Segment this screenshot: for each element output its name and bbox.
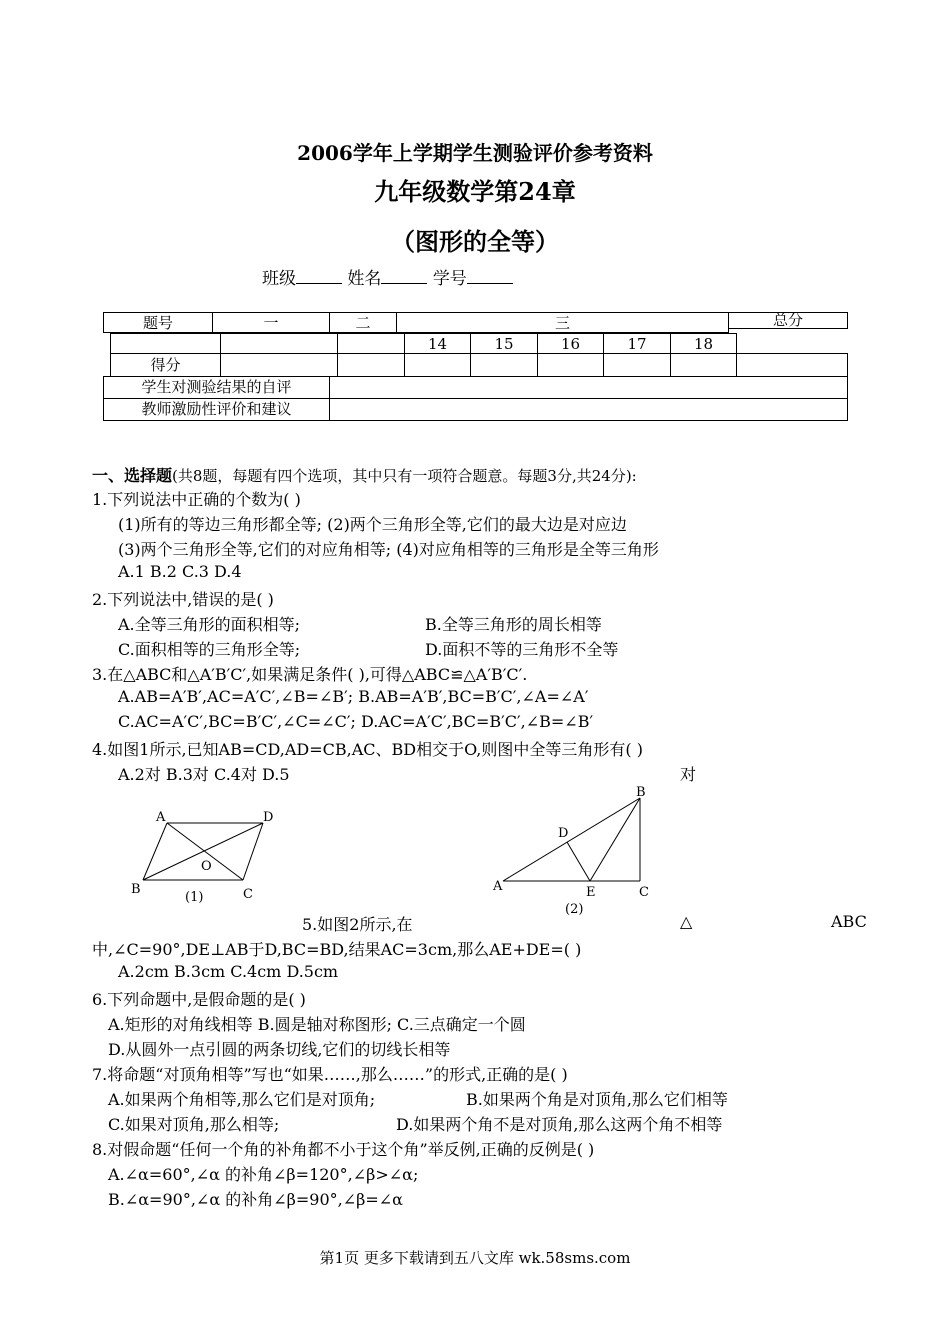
q2-stem: 2.下列说法中,错误的是( ) [92, 590, 274, 609]
q3-line1: A.AB=A′B′,AC=A′C′,∠B=∠B′; B.AB=A′B′,BC=B′C′,∠A=∠A′ [118, 687, 589, 706]
blank-cell [337, 333, 405, 354]
total-score-cell[interactable] [736, 353, 848, 377]
student-info [262, 264, 513, 289]
fig2-label-E: E [586, 885, 596, 900]
th-part1: 一 [212, 312, 330, 333]
q1-stem: 1.下列说法中正确的个数为( ) [92, 490, 301, 509]
q5-stem-part2: 中,∠C=90°,DE⊥AB于D,BC=BD,结果AC=3cm,那么AE+DE=( ) [92, 940, 582, 959]
fig1-segment-BA [143, 823, 167, 880]
teacher-eval-label: 教师激励性评价和建议 [103, 398, 330, 421]
self-eval-cell[interactable] [329, 376, 848, 399]
fig2-label-A: A [493, 879, 503, 894]
q7-option-a: A.如果两个角相等,那么它们是对顶角; [108, 1090, 376, 1109]
blank-cell [220, 333, 338, 354]
sub-18: 18 [670, 333, 737, 354]
th-part3: 三 [396, 312, 729, 333]
th-total: 总分 [728, 312, 848, 329]
q4-stem: 4.如图1所示,已知AB=CD,AD=CB,AC、BD相交于O,则图中全等三角形有( ) [92, 740, 643, 759]
self-eval-label: 学生对测验结果的自评 [103, 376, 330, 399]
q2-option-a: A.全等三角形的面积相等; [118, 615, 301, 634]
fig2-segment-EB [590, 798, 640, 881]
score-cell[interactable] [337, 353, 405, 377]
id-label: 学号 [432, 269, 467, 289]
q4-options: A.2对 B.3对 C.4对 D.5 [118, 765, 290, 784]
fig1-label-C: C [243, 887, 253, 902]
q7-option-d: D.如果两个角不是对顶角,那么这两个角不相等 [396, 1115, 723, 1134]
q4-dui: 对 [680, 765, 697, 784]
figure2 [485, 780, 665, 920]
fig1-label-B: B [131, 882, 141, 897]
q5-stem-part1: 5.如图2所示,在 [302, 915, 413, 934]
q8-option-a: A.∠α=60°,∠α 的补角∠β=120°,∠β>∠α; [108, 1165, 419, 1184]
q1-line1: (1)所有的等边三角形都全等; (2)两个三角形全等,它们的最大边是对应边 [118, 515, 627, 534]
q5-abc: ABC [831, 912, 867, 931]
section1-heading: 一、选择题 [92, 466, 173, 485]
score-cell[interactable] [537, 353, 604, 377]
name-blank[interactable] [381, 269, 427, 284]
blank-cell [110, 333, 221, 354]
title-line1: 2006学年上学期学生测验评价参考资料 [297, 141, 653, 165]
fig2-caption: (2) [565, 902, 584, 917]
q5-options: A.2cm B.3cm C.4cm D.5cm [118, 962, 339, 981]
name-label: 姓名 [347, 269, 382, 289]
q7-stem: 7.将命题“对顶角相等”写也“如果……,那么……”的形式,正确的是( ) [92, 1065, 568, 1084]
score-cell[interactable] [404, 353, 471, 377]
fig1-label-O: O [201, 859, 212, 874]
q8-option-b: B.∠α=90°,∠α 的补角∠β=90°,∠β=∠α [108, 1190, 403, 1209]
score-cell[interactable] [670, 353, 737, 377]
section1-note: (共8题，每题有四个选项，其中只有一项符合题意。每题3分,共24分): [172, 467, 637, 485]
q1-options: A.1 B.2 C.3 D.4 [118, 562, 242, 581]
q2-option-d: D.面积不等的三角形不全等 [425, 640, 619, 659]
q6-line1: A.矩形的对角线相等 B.圆是轴对称图形; C.三点确定一个圆 [108, 1015, 526, 1034]
q1-line2: (3)两个三角形全等,它们的对应角相等; (4)对应角相等的三角形是全等三角形 [118, 540, 659, 559]
fig2-segment-BA [503, 798, 640, 881]
title-line2: 九年级数学第24章 [374, 177, 576, 206]
q3-stem: 3.在△ABC和△A′B′C′,如果满足条件( ),可得△ABC≌△A′B′C′. [92, 665, 528, 684]
q2-option-b: B.全等三角形的周长相等 [425, 615, 602, 634]
q6-line2: D.从圆外一点引圆的两条切线,它们的切线长相等 [108, 1040, 451, 1059]
class-label: 班级 [262, 269, 296, 289]
title-line3: （图形的全等） [391, 227, 559, 256]
page-footer: 第1页 更多下载请到五八文库 wk.58sms.com [319, 1249, 631, 1267]
q8-stem: 8.对假命题“任何一个角的补角都不小于这个角”举反例,正确的反例是( ) [92, 1140, 595, 1159]
q2-option-c: C.面积相等的三角形全等; [118, 640, 301, 659]
id-blank[interactable] [467, 269, 513, 284]
score-cell[interactable] [470, 353, 538, 377]
q3-line2: C.AC=A′C′,BC=B′C′,∠C=∠C′; D.AC=A′C′,BC=B′C′,∠B=∠B′ [118, 712, 594, 731]
sub-14: 14 [404, 333, 471, 354]
fig2-label-C: C [639, 885, 649, 900]
q5-triangle: △ [680, 912, 693, 931]
sub-17: 17 [603, 333, 671, 354]
teacher-eval-cell[interactable] [329, 398, 848, 421]
class-blank[interactable] [296, 269, 342, 284]
q7-option-b: B.如果两个角是对顶角,那么它们相等 [466, 1090, 728, 1109]
score-cell[interactable] [603, 353, 671, 377]
fig1-caption: (1) [185, 890, 204, 905]
score-label: 得分 [110, 353, 221, 377]
fig2-label-B: B [636, 785, 646, 800]
q6-stem: 6.下列命题中,是假命题的是( ) [92, 990, 306, 1009]
fig1-label-A: A [156, 810, 166, 825]
th-number: 题号 [103, 312, 213, 333]
fig1-label-D: D [263, 810, 274, 825]
sub-15: 15 [470, 333, 538, 354]
th-part2: 二 [329, 312, 397, 333]
fig2-segment-DE [567, 842, 590, 881]
section1-header [92, 463, 637, 486]
sub-16: 16 [537, 333, 604, 354]
score-cell[interactable] [220, 353, 338, 377]
q7-option-c: C.如果对顶角,那么相等; [108, 1115, 280, 1134]
fig2-label-D: D [558, 826, 569, 841]
figure1 [125, 805, 285, 910]
